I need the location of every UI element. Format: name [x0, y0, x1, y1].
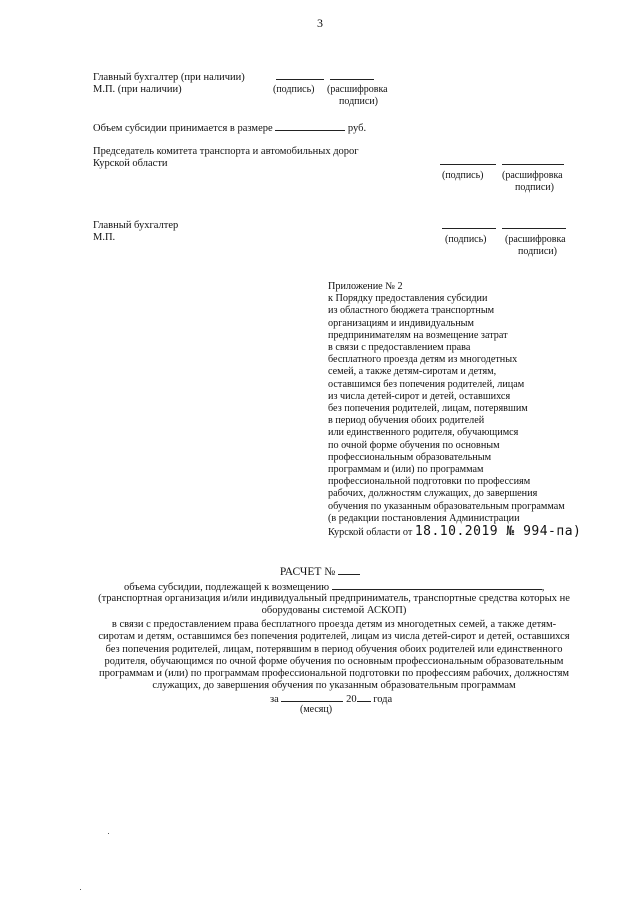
- raschet-body-line: служащих, до завершения обучения по указанным образовательным программам: [152, 680, 516, 691]
- signature-line: [276, 79, 324, 80]
- appendix-line: из областного бюджета транспортным: [328, 305, 495, 317]
- raschet-title: [0, 565, 640, 579]
- signature-label-region: Курской области: [93, 158, 168, 169]
- decryption-caption-2: подписи): [518, 246, 557, 257]
- appendix-line: профессиональным образовательным: [328, 451, 492, 463]
- signature-caption: (подпись): [273, 84, 315, 95]
- decryption-caption-2: подписи): [339, 96, 378, 107]
- appendix-line: бесплатного проезда детям из многодетных: [328, 354, 518, 366]
- appendix-line: по очной форме обучения по основным: [328, 439, 500, 451]
- subsidy-volume-label: Объем субсидии принимается в размере: [93, 123, 273, 134]
- appendix-line: профессиональной подготовки по профессиям: [328, 476, 531, 488]
- appendix-line: программам и (или) по программам: [328, 464, 484, 476]
- raschet-subject-caption: (транспортная организация и/или индивидуальный предприниматель, транспортные средства которых не: [98, 593, 570, 604]
- page-number: 3: [317, 16, 323, 30]
- signature-caption: (подпись): [442, 170, 484, 181]
- decryption-caption: (расшифровка: [502, 170, 563, 181]
- raschet-subject-blank: [332, 580, 542, 590]
- signature-label-title: Главный бухгалтер (при наличии): [93, 72, 245, 83]
- appendix-line: в период обучения обоих родителей: [328, 415, 485, 427]
- subsidy-volume-line: [93, 121, 366, 136]
- period-suffix: года: [373, 694, 393, 705]
- appendix-line: оставшимся без попечения родителей, лицам: [328, 378, 525, 390]
- appendix-line: из числа детей-сирот и детей, оставшихся: [328, 390, 511, 402]
- period-month-blank: [281, 692, 343, 702]
- signature-label-title: Главный бухгалтер: [93, 220, 179, 231]
- decryption-caption: (расшифровка: [505, 234, 566, 245]
- appendix-line: предпринимателям на возмещение затрат: [328, 329, 508, 341]
- appendix-line: обучения по указанным образовательным программам: [328, 500, 565, 512]
- appendix-header: [328, 281, 598, 539]
- raschet-body-line: в связи с предоставлением права бесплатного проезда детям из многодетных семей, а также детям-: [111, 619, 557, 630]
- raschet-number-blank: [338, 565, 360, 575]
- raschet-subject-text: объема субсидии, подлежащей к возмещению: [124, 582, 330, 593]
- appendix-edition-prefix: Курской области от: [328, 527, 413, 539]
- period-prefix: за: [270, 694, 279, 705]
- appendix-line: (в редакции постановления Администрации: [328, 512, 520, 524]
- raschet-body-line: без попечения родителей, лицам, потерявшим в период обучения обоих родителей или единственного: [105, 644, 563, 655]
- appendix-line: без попечения родителей, лицам, потерявшим: [328, 403, 528, 415]
- appendix-line: рабочих, должностям служащих, до завершения: [328, 488, 538, 500]
- appendix-line: или единственного родителя, обучающимся: [328, 427, 519, 439]
- decryption-line: [502, 228, 566, 229]
- decryption-line: [502, 164, 564, 165]
- scan-speck: [108, 833, 109, 834]
- decryption-caption: (расшифровка: [327, 84, 388, 95]
- signature-label-stamp: М.П.: [93, 232, 116, 243]
- signature-caption: (подпись): [445, 234, 487, 245]
- appendix-edition-line: [328, 526, 598, 539]
- scan-speck: [80, 889, 81, 890]
- period-month-caption: (месяц): [300, 704, 333, 715]
- raschet-subject-caption-2: оборудованы системой АСКОП): [261, 605, 407, 616]
- raschet-subject-line: объема субсидии, подлежащей к возмещению ,: [124, 582, 545, 593]
- raschet-body-line: программам и (или) по программам профессиональной подготовки по профессиям рабочих, должностям: [98, 668, 570, 679]
- appendix-line: семей, а также детям-сиротам и детям,: [328, 366, 497, 378]
- decryption-line: [330, 79, 374, 80]
- appendix-line: Приложение № 2: [328, 281, 403, 292]
- signature-line: [440, 164, 496, 165]
- decryption-caption-2: подписи): [515, 182, 554, 193]
- resolution-stamp: 18.10.2019 № 994-па): [414, 524, 582, 540]
- appendix-line: организациям и индивидуальным: [328, 317, 474, 329]
- appendix-line: в связи с предоставлением права: [328, 342, 471, 354]
- signature-line: [442, 228, 496, 229]
- raschet-body-line: сиротам и детям, оставшимся без попечения родителей, лицам из числа детей-сирот и детей, оставшихся: [98, 631, 570, 642]
- raschet-body-line: родителя, обучающимся по очной форме обучения по основным профессиональным образовательным: [104, 656, 564, 667]
- raschet-title-text: РАСЧЕТ №: [279, 566, 336, 578]
- signature-label-title: Председатель комитета транспорта и автомобильных дорог: [93, 146, 359, 157]
- appendix-line: к Порядку предоставления субсидии: [328, 293, 488, 305]
- signature-label-stamp: М.П. (при наличии): [93, 84, 182, 95]
- subsidy-currency: руб.: [347, 123, 367, 134]
- subsidy-amount-blank: [275, 121, 345, 131]
- period-year: 20: [346, 694, 357, 705]
- period-year-blank: [357, 692, 371, 702]
